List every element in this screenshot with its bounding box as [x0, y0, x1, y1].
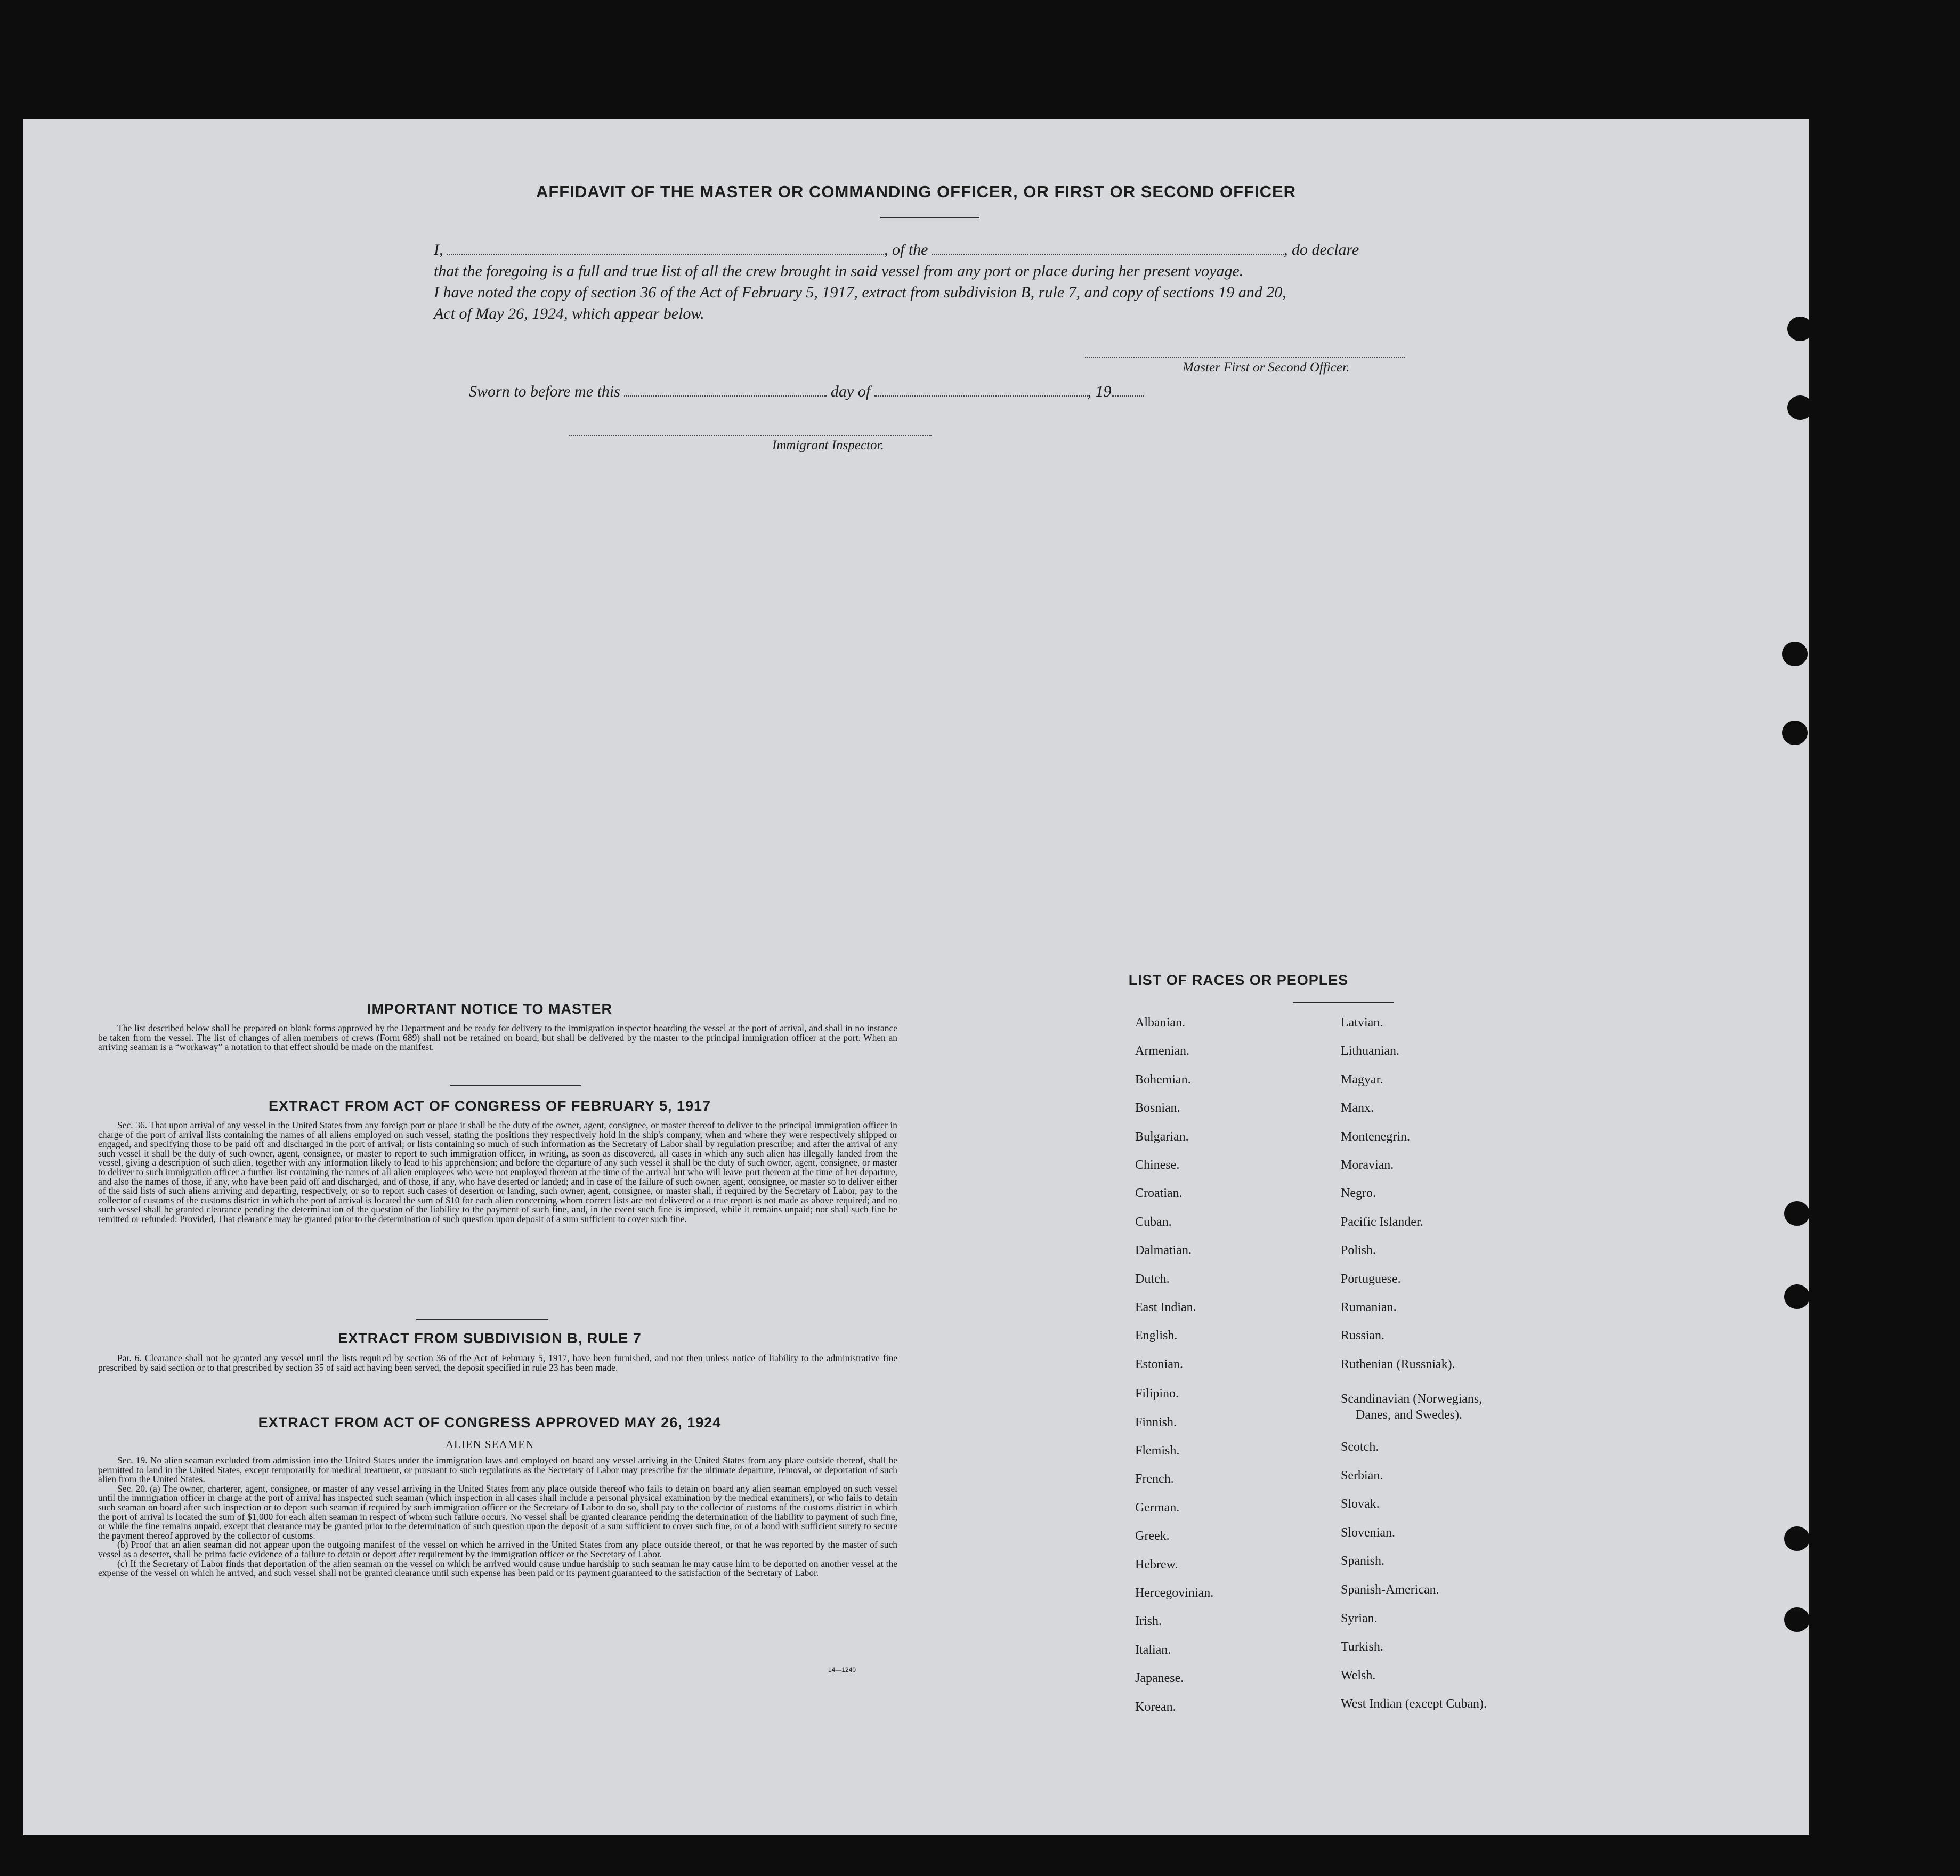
binder-hole	[1787, 395, 1813, 420]
of-the-label: , of the	[884, 241, 928, 258]
vessel-field[interactable]	[932, 254, 1284, 255]
race-item: Pacific Islander.	[1341, 1215, 1423, 1229]
race-item: Serbian.	[1341, 1468, 1383, 1483]
race-item: Hercegovinian.	[1135, 1586, 1214, 1600]
section-19-paragraph: Sec. 19. No alien seaman excluded from admission into the United States under the immigration laws and employed on board any vessel arriving in the United States from any place outside thereof, shall be permitted to land in the United States, except temporarily for medical treatment, or pursuant to such regulations as the Secretary of Labor may prescribe for the ultimate departure, removal, or deportation of such alien from the United States.	[98, 1455, 897, 1485]
race-item: Danes, and Swedes).	[1356, 1408, 1462, 1422]
race-item: Russian.	[1341, 1329, 1385, 1343]
race-item: Estonian.	[1135, 1357, 1183, 1371]
race-item: Finnish.	[1135, 1415, 1177, 1429]
race-item: Greek.	[1135, 1529, 1170, 1543]
race-item: Slovak.	[1341, 1497, 1380, 1511]
binder-hole	[1787, 317, 1813, 341]
divider-2	[416, 1319, 548, 1320]
race-item: Moravian.	[1341, 1158, 1394, 1172]
extract-rule7-title: EXTRACT FROM SUBDIVISION B, RULE 7	[338, 1330, 642, 1346]
sworn-label: Sworn to before me this	[469, 383, 620, 400]
year-field[interactable]	[1112, 395, 1144, 397]
extract-1917-text	[98, 1121, 897, 1224]
master-signature-label: Master First or Second Officer.	[1183, 360, 1350, 375]
declaration-block	[434, 241, 1457, 326]
race-item: Japanese.	[1135, 1671, 1184, 1686]
day-of-label: day of	[830, 383, 871, 400]
race-item: West Indian (except Cuban).	[1341, 1697, 1487, 1711]
sworn-line	[469, 383, 1492, 404]
race-item: Manx.	[1341, 1101, 1374, 1115]
binder-hole	[1782, 721, 1808, 745]
form-number: 14—1240	[828, 1666, 856, 1673]
race-item: Croatian.	[1135, 1186, 1183, 1201]
extract-1924-text	[98, 1456, 897, 1578]
inspector-signature-line[interactable]	[569, 435, 932, 436]
do-declare-label: , do declare	[1284, 241, 1359, 258]
race-item: Filipino.	[1135, 1387, 1179, 1401]
section-20b-paragraph: (b) Proof that an alien seaman did not appear upon the outgoing manifest of the vessel on which he arrived in the United States from any place outside thereof, or that he was reported by the master of such vessel as a deserter, shall be prima facie evidence of a failure to detain or deport after requirement by the immigration officer or the Secretary of Labor.	[98, 1539, 897, 1559]
race-item: Flemish.	[1135, 1444, 1180, 1458]
race-item: Scandinavian (Norwegians,	[1341, 1392, 1483, 1406]
declaration-line-1	[434, 241, 1457, 262]
race-item: East Indian.	[1135, 1300, 1196, 1314]
binder-hole	[1784, 1526, 1810, 1551]
race-item: Korean.	[1135, 1700, 1176, 1714]
race-item: Montenegrin.	[1341, 1129, 1410, 1144]
race-item: Slovenian.	[1341, 1525, 1395, 1540]
notice-paragraph: The list described below shall be prepared on blank forms approved by the Department and be ready for delivery to the immigration inspector boarding the vessel at the port of arrival, and shall in no instance be taken from the vessel. The list of changes of alien members of crews (Form 689) shall not be retained on board, but shall be delivered by the master to the principal immigration officer at the port. When an arriving seaman is a “workaway” a notation to that effect should be made on the manifest.	[98, 1023, 897, 1053]
race-item: Bulgarian.	[1135, 1129, 1189, 1144]
notice-title: IMPORTANT NOTICE TO MASTER	[367, 1001, 612, 1017]
divider-1	[450, 1085, 581, 1086]
race-item: Scotch.	[1341, 1440, 1379, 1454]
race-item: Cuban.	[1135, 1215, 1172, 1229]
declaration-line-2: that the foregoing is a full and true list of all the crew brought in said vessel from any port or place during her present voyage.	[434, 262, 1244, 280]
race-item: Spanish.	[1341, 1554, 1385, 1568]
race-item: Italian.	[1135, 1643, 1171, 1657]
race-item: Armenian.	[1135, 1044, 1189, 1058]
race-item: Spanish-American.	[1341, 1583, 1439, 1597]
race-item: Albanian.	[1135, 1016, 1185, 1030]
race-item: French.	[1135, 1472, 1174, 1486]
binder-hole	[1782, 642, 1808, 666]
race-item: Negro.	[1341, 1186, 1376, 1201]
section-20a-paragraph: Sec. 20. (a) The owner, charterer, agent, consignee, or master of any vessel arriving in the United States from any place outside thereof who fails to detain on board any alien seaman employed on such vessel until the immigration officer in charge at the port of arrival has inspected such seaman (which inspection in all cases shall include a personal physical examination by the medical examiners), or who fails to detain such seaman on board after such inspection or to deport such seaman if required by such immigration officer or the Secretary of Labor to do so, shall pay to the collector of customs of the customs district in which the port of arrival is located the sum of $1,000 for each alien seaman in respect of whom such failure occurs. No vessel shall be granted clearance pending the determination of the liability to payment of such fine, or while the fine remains unpaid, except that clearance may be granted prior to the determination of such question upon the deposit of a sum sufficient to cover such fine, or of a bond with sufficient surety to secure the payment thereof approved by the collector of customs.	[98, 1483, 897, 1541]
affidavit-title: AFFIDAVIT OF THE MASTER OR COMMANDING OFFICER, OR FIRST OR SECOND OFFICER	[536, 182, 1297, 201]
name-field[interactable]	[447, 254, 884, 255]
section-36-paragraph: Sec. 36. That upon arrival of any vessel in the United States from any foreign port or place it shall be the duty of the owner, agent, consignee, or master thereof to deliver to the principal immigration officer in charge of the port of arrival lists containing the names of all aliens employed on such vessel, stating the positions they respectively hold in the ship's company, when and where they were respectively shipped or engaged, and specifying those to be paid off and discharged in the port of arrival; or lists containing so much of such information as the Secretary of Labor shall by regulation prescribe; and after the arrival of any such vessel it shall be the duty of such owner, agent, consignee, or master to report to such immigration officer, in writing, as soon as discovered, all cases in which any such alien has illegally landed from the vessel, giving a description of such alien, together with any information likely to lead to his apprehension; and before the departure of any such vessel it shall be the duty of such owner, agent, consignee, or master to deliver to such immigration officer a further list containing the names of all alien employees who were not employed thereon at the time of the arrival but who will leave port thereon at the time of her departure, and also the names of those, if any, who have been paid off and discharged, and of those, if any, who have deserted or landed; and in case of the failure of such owner, agent, consignee, or master so to deliver either of the said lists of such aliens arriving and departing, respectively, or so to report such cases of desertion or landing, such owner, agent, consignee, or master shall, if required by the Secretary of Labor, pay to the collector of customs of the customs district in which the port of arrival is located the sum of $10 for each alien concerning whom correct lists are not delivered or a true report is not made as above required; and no such vessel shall be granted clearance pending the determination of the question of the liability to the payment of such fine, and, in the event such fine is imposed, while it remains unpaid; nor shall such fine be remitted or refunded: Provided, That clearance may be granted prior to the determination of such question upon deposit of a sum sufficient to cover such fine.	[98, 1120, 897, 1224]
race-item: Rumanian.	[1341, 1300, 1397, 1314]
race-item: German.	[1135, 1500, 1180, 1515]
race-item: Chinese.	[1135, 1158, 1180, 1172]
race-item: Syrian.	[1341, 1611, 1378, 1626]
race-item: Portuguese.	[1341, 1272, 1401, 1286]
notice-text	[98, 1024, 897, 1052]
race-item: Welsh.	[1341, 1668, 1376, 1683]
declaration-line-3: I have noted the copy of section 36 of the Act of February 5, 1917, extract from subdivision B, rule 7, and copy of sections 19 and 20,	[434, 284, 1286, 301]
race-item: Dalmatian.	[1135, 1243, 1192, 1258]
year-label: , 19	[1087, 383, 1112, 400]
race-item: Latvian.	[1341, 1016, 1383, 1030]
race-item: Hebrew.	[1135, 1557, 1178, 1572]
binder-hole	[1784, 1284, 1810, 1309]
inspector-signature-label: Immigrant Inspector.	[772, 438, 884, 452]
extract-rule7-text	[98, 1354, 897, 1372]
race-item: Polish.	[1341, 1243, 1376, 1258]
sworn-month-field[interactable]	[874, 395, 1088, 397]
i-label: I,	[434, 241, 443, 258]
race-item: Turkish.	[1341, 1640, 1383, 1654]
race-item: Lithuanian.	[1341, 1044, 1399, 1058]
section-20c-paragraph: (c) If the Secretary of Labor finds that deportation of the alien seaman on the vessel on which he arrived would cause undue hardship to such seaman he may cause him to be deported on another vessel at the expense of the vessel on which he arrived, and such vessel shall not be granted clearance until such expense has been paid or its payment guaranteed to the satisfaction of the Secretary of Labor.	[98, 1558, 897, 1579]
extract-1917-title: EXTRACT FROM ACT OF CONGRESS OF FEBRUARY 5, 1917	[268, 1098, 711, 1114]
binder-hole	[1784, 1607, 1810, 1632]
race-item: Magyar.	[1341, 1072, 1383, 1087]
races-title: LIST OF RACES OR PEOPLES	[1128, 972, 1349, 988]
race-item: English.	[1135, 1329, 1178, 1343]
race-item: Dutch.	[1135, 1272, 1170, 1286]
race-item: Bohemian.	[1135, 1072, 1191, 1087]
sworn-day-field[interactable]	[624, 395, 827, 397]
binder-hole	[1784, 1201, 1810, 1226]
extract-1924-title: EXTRACT FROM ACT OF CONGRESS APPROVED MAY 26, 1924	[258, 1414, 722, 1430]
declaration-line-4: Act of May 26, 1924, which appear below.	[434, 305, 704, 322]
document-sheet	[23, 119, 1809, 1835]
alien-seamen-subtitle: ALIEN SEAMEN	[445, 1438, 534, 1451]
races-divider	[1293, 1002, 1394, 1003]
race-item: Irish.	[1135, 1614, 1162, 1629]
race-item: Ruthenian (Russniak).	[1341, 1357, 1455, 1371]
rule-7-paragraph: Par. 6. Clearance shall not be granted any vessel until the lists required by section 36 of the Act of February 5, 1917, have been furnished, and not then unless notice of liability to the administrative fine prescribed by said section or to that prescribed by section 35 of said act having been served, the deposit specified in rule 23 has been made.	[98, 1353, 897, 1373]
race-item: Bosnian.	[1135, 1101, 1180, 1115]
master-signature-line[interactable]	[1085, 357, 1405, 358]
title-divider	[880, 217, 979, 218]
